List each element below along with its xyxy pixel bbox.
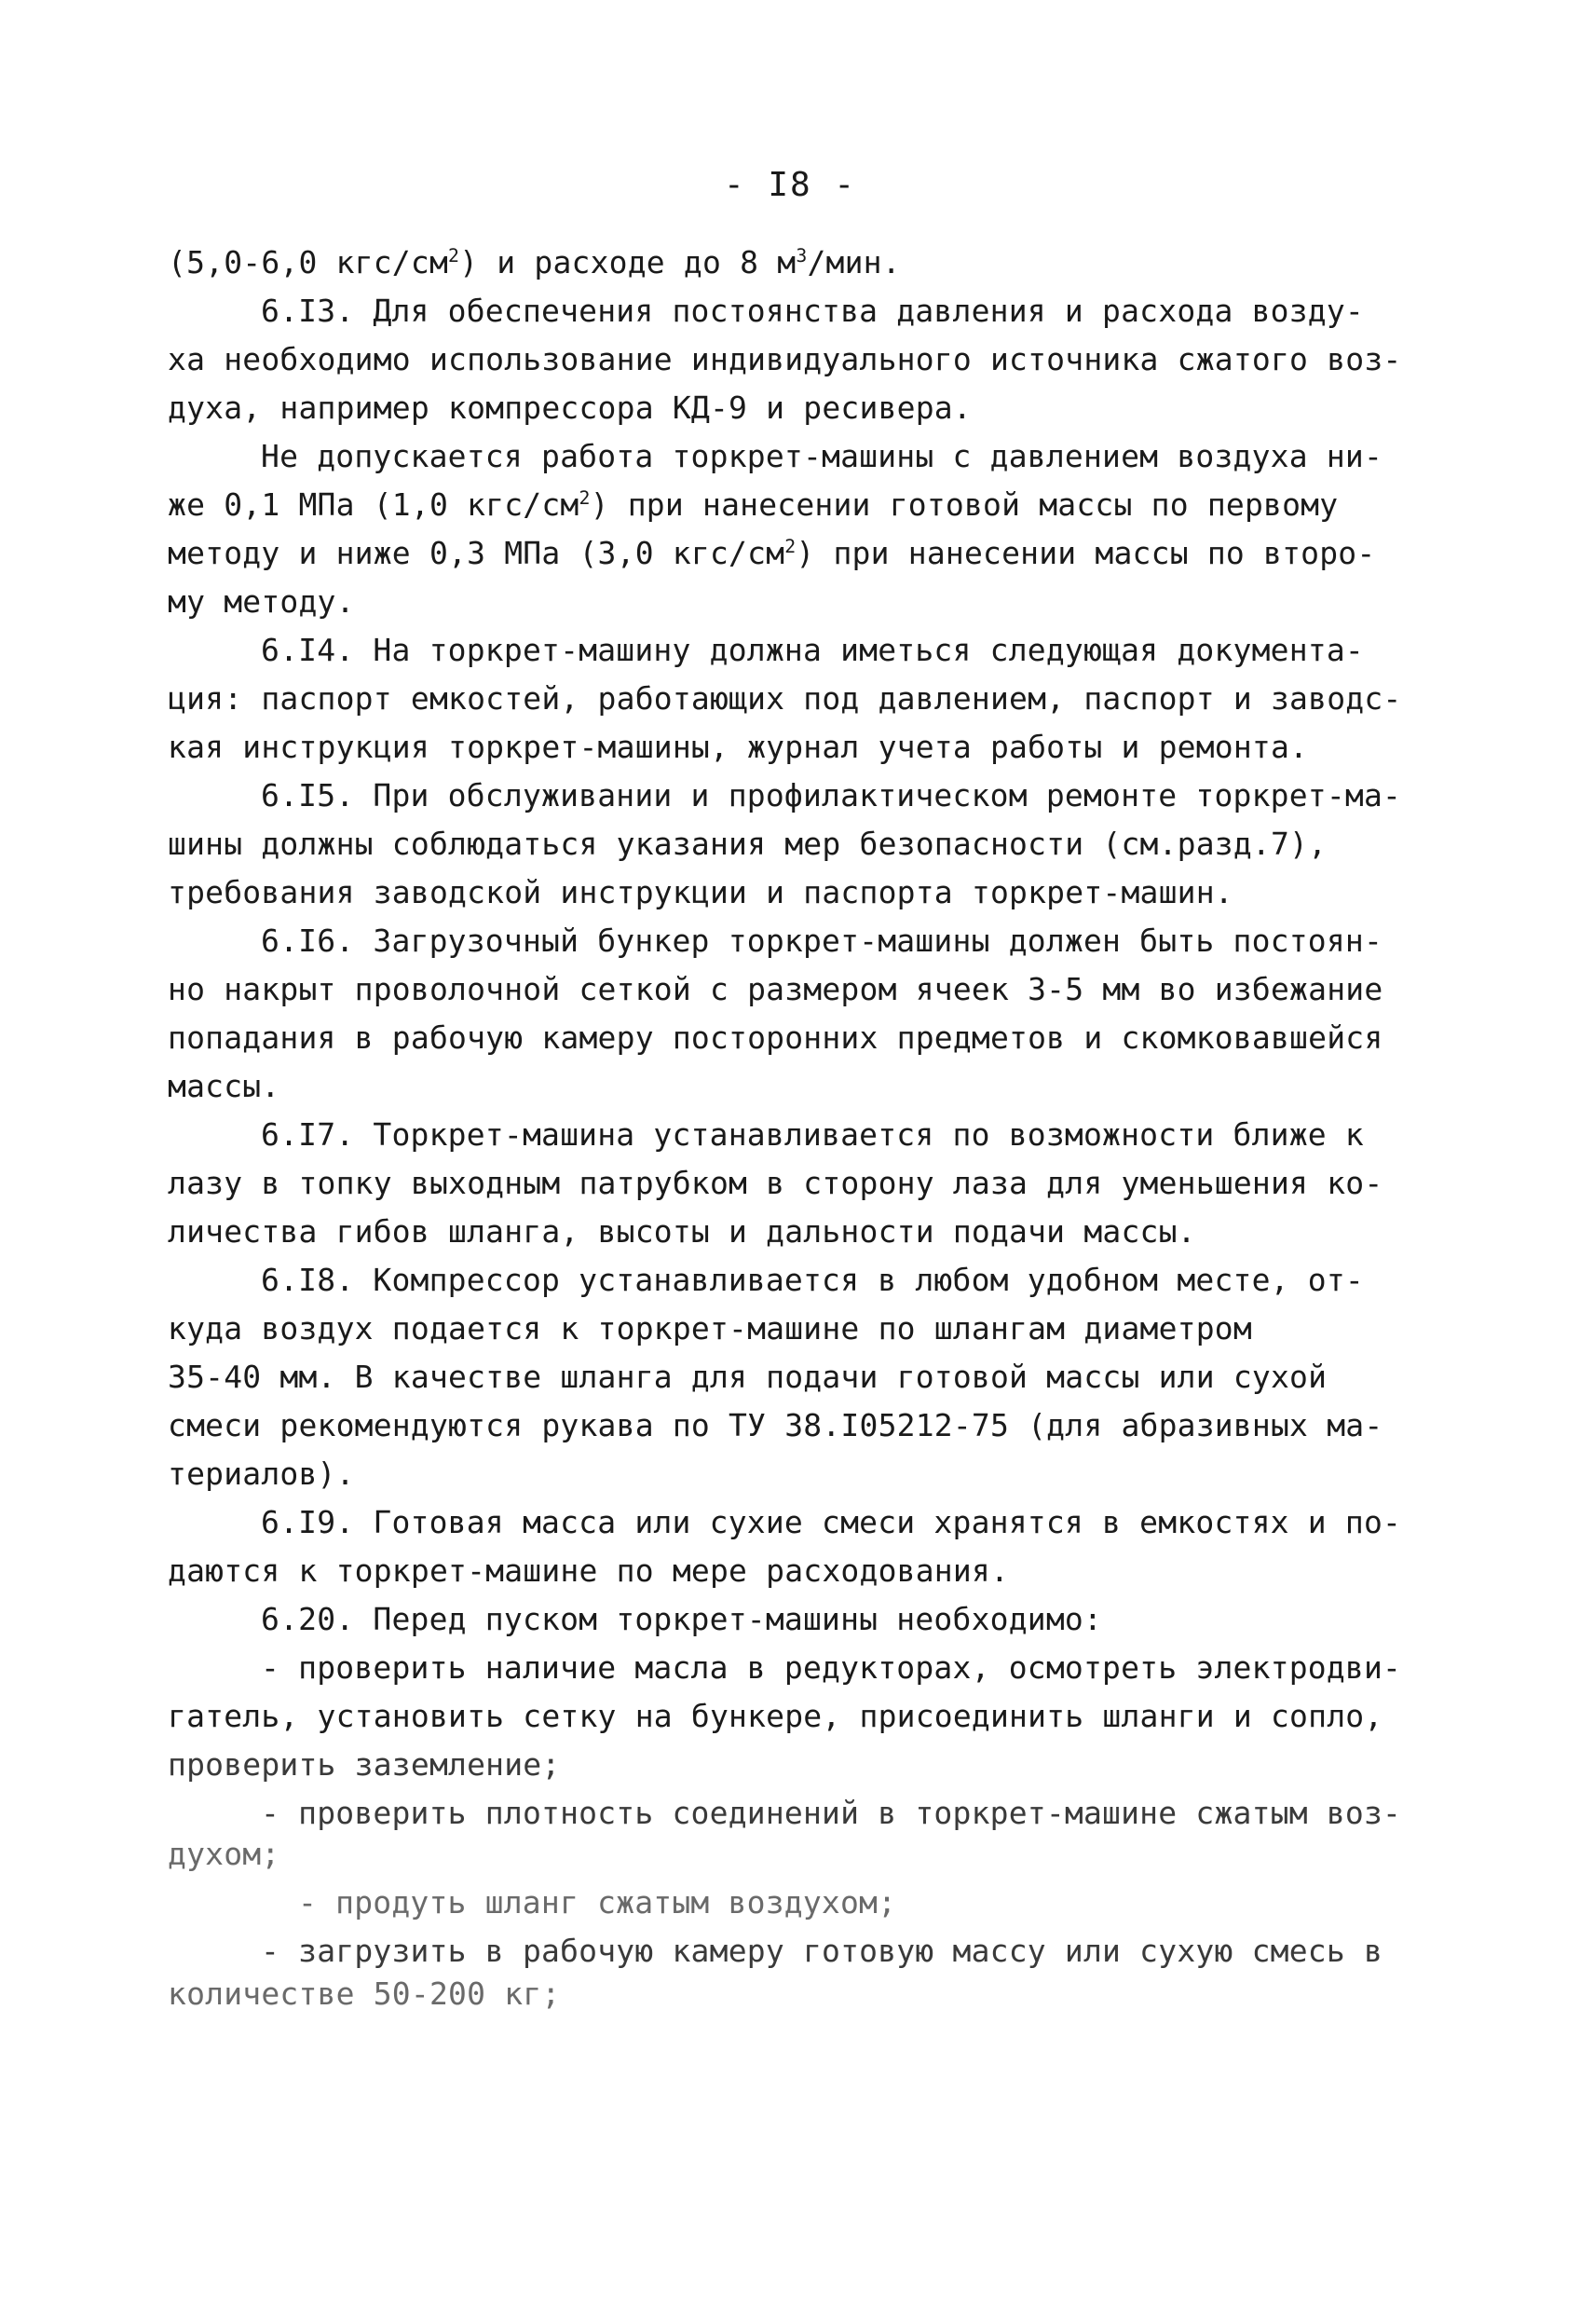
text-line-24: 35-40 мм. В качестве шланга для подачи готовой массы или сухой [168, 1359, 1328, 1395]
text-line-8: му методу. [168, 583, 355, 620]
text-line-7: методу и ниже 0,3 МПа (3,0 кгс/$см^2$) при нанесении массы по второ- [168, 535, 1376, 571]
text-line-23: куда воздух подается к торкрет-машине по шлангам диаметром [168, 1310, 1252, 1347]
text-line-5: Не допускается работа торкрет-машины с давлением воздуха ни- [261, 438, 1383, 474]
text-line-18: массы. [168, 1068, 280, 1104]
text-line-30: - проверить наличие масла в редукторах, осмотреть электродви- [261, 1649, 1402, 1686]
text-line-15: 6.I6. Загрузочный бункер торкрет-машины должен быть постоян- [261, 923, 1383, 959]
text-line-19: 6.I7. Торкрет-машина устанавливается по возможности ближе к [261, 1116, 1364, 1153]
text-line-27: 6.I9. Готовая масса или сухие смеси хранятся в емкостях и по- [261, 1504, 1402, 1540]
text-line-13: шины должны соблюдаться указания мер безопасности (см.разд.7), [168, 826, 1328, 862]
text-line-26: териалов). [168, 1456, 355, 1492]
text-line-17: попадания в рабочую камеру посторонних предметов и скомковавшейся [168, 1019, 1383, 1056]
text-line-12: 6.I5. При обслуживании и профилактическом ремонте торкрет-ма- [261, 777, 1402, 813]
text-line-34: духом; [168, 1836, 280, 1872]
text-line-37: количестве 50-200 кг; [168, 1975, 561, 2012]
text-line-28: даются к торкрет-машине по мере расходования. [168, 1552, 1010, 1589]
text-line-9: 6.I4. На торкрет-машину должна иметься следующая документа- [261, 632, 1364, 668]
text-line-11: кая инструкция торкрет-машины, журнал учета работы и ремонта. [168, 729, 1309, 765]
text-line-25: смеси рекомендуются рукава по ТУ 38.I05212-75 (для абразивных ма- [168, 1407, 1383, 1443]
text-line-2: 6.I3. Для обеспечения постоянства давления и расхода возду- [261, 293, 1364, 329]
text-line-33: - проверить плотность соединений в торкрет-машине сжатым воз- [261, 1795, 1402, 1831]
text-line-21: личества гибов шланга, высоты и дальности подачи массы. [168, 1213, 1196, 1250]
text-line-4: духа, например компрессора КД-9 и ресивера. [168, 390, 972, 426]
text-line-20: лазу в топку выходным патрубком в сторону лаза для уменьшения ко- [168, 1165, 1383, 1201]
text-line-6: же 0,1 МПа (1,0 кгс/$см^2$) при нанесении готовой массы по первому [168, 486, 1339, 523]
text-line-22: 6.I8. Компрессор устанавливается в любом удобном месте, от- [261, 1262, 1364, 1298]
text-line-35: - продуть шланг сжатым воздухом; [298, 1884, 897, 1921]
page-number: - I8 - [723, 166, 857, 204]
text-line-36: - загрузить в рабочую камеру готовую массу или сухую смесь в [261, 1933, 1383, 1969]
text-line-14: требования заводской инструкции и паспорта торкрет-машин. [168, 874, 1233, 910]
text-line-16: но накрыт проволочной сеткой с размером ячеек 3-5 мм во избежание [168, 971, 1383, 1007]
text-line-10: ция: паспорт емкостей, работающих под давлением, паспорт и заводс- [168, 680, 1402, 717]
text-line-1: (5,0-6,0 кгс/$см^2$) и расходе до 8 $м^3$/мин. [168, 244, 901, 280]
text-line-31: гатель, установить сетку на бункере, присоединить шланги и сопло, [168, 1698, 1383, 1734]
text-line-29: 6.20. Перед пуском торкрет-машины необходимо: [261, 1601, 1103, 1637]
text-line-3: ха необходимо использование индивидуального источника сжатого воз- [168, 341, 1402, 377]
text-line-32: проверить заземление; [168, 1746, 561, 1783]
